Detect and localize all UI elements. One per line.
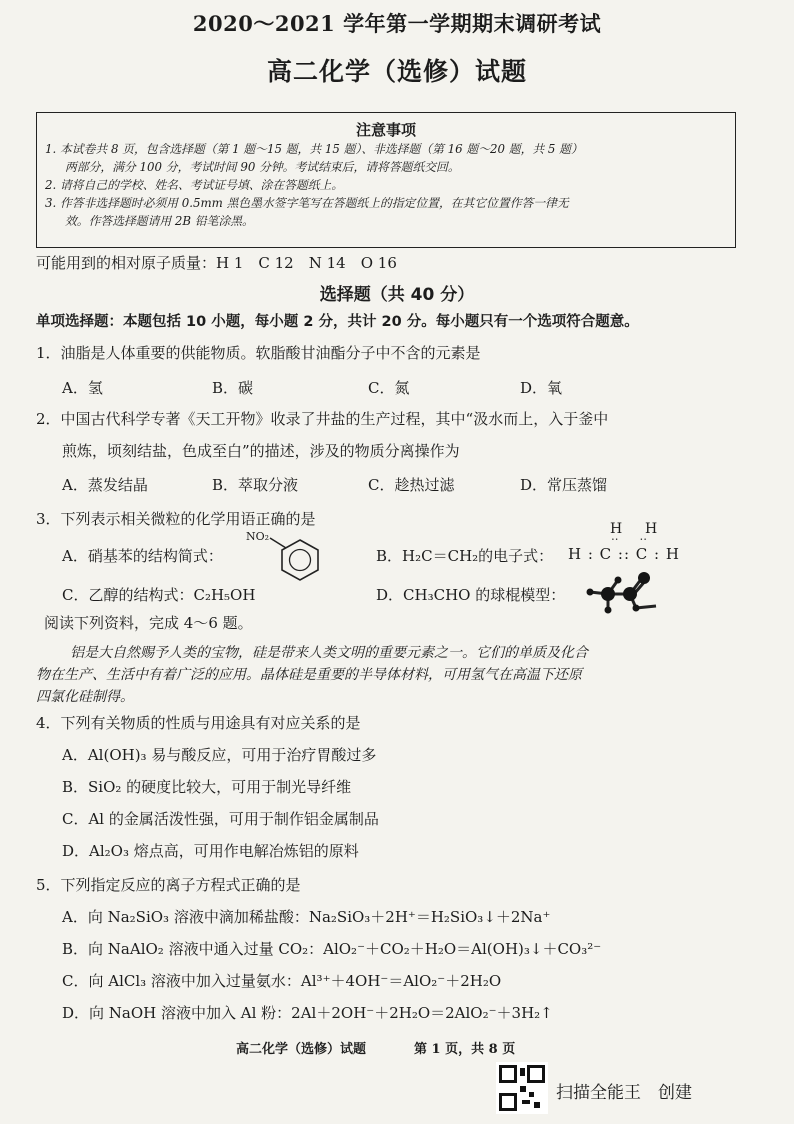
reading-passage-line3: 四氯化硅制得。 [36,689,134,705]
notice-item: 两部分，满分 100 分，考试时间 90 分钟。考试结束后，请将答题纸交回。 [65,160,460,174]
nitro-group-label: NO₂ [246,530,270,543]
q4-option-a: A．Al(OH)₃ 易与酸反应，可用于治疗胃酸过多 [62,746,377,764]
q3-stem: 3．下列表示相关微粒的化学用语正确的是 [36,510,316,528]
nitrobenzene-structure-icon [268,536,332,592]
footer-subject: 高二化学（选修）试题 [236,1042,367,1057]
q1-option-c: C．氮 [368,379,410,397]
q5-stem: 5．下列指定反应的离子方程式正确的是 [36,876,301,894]
q1-option-d: D．氧 [520,379,563,397]
electron-pair-dots: ⋅⋅ ⋅⋅ [611,533,648,546]
q2-option-c: C．趁热过滤 [368,476,455,494]
atomic-masses: 可能用到的相对原子质量：H 1 C 12 N 14 O 16 [36,254,397,272]
reading-passage-line2: 物在生产、生活中有着广泛的应用。晶体硅是重要的半导体材料，可用氢气在高温下还原 [36,667,582,683]
notice-item: 2. 请将自己的学校、姓名、考试证号填、涂在答题纸上。 [45,178,344,192]
q1-stem: 1．油脂是人体重要的供能物质。软脂酸甘油酯分子中不含的元素是 [36,344,481,362]
q4-option-d: D．Al₂O₃ 熔点高，可用作电解冶炼铝的原料 [62,842,359,860]
q1-option-a: A．氢 [62,379,103,397]
q5-option-c: C．向 AlCl₃ 溶液中加入过量氨水：Al³⁺＋4OH⁻＝AlO₂⁻＋2H₂O [62,972,502,990]
scanner-watermark-text: 扫描全能王 创建 [556,1083,692,1103]
q4-option-b: B．SiO₂ 的硬度比较大，可用于制光导纤维 [62,778,352,796]
ball-and-stick-model-icon [584,570,670,620]
q3-option-c: C．乙醇的结构式：C₂H₅OH [62,586,256,604]
notice-box [36,112,736,248]
reading-lead: 阅读下列资料，完成 4～6 题。 [44,614,253,632]
reading-passage-line1: 铝是大自然赐予人类的宝物，硅是带来人类文明的重要元素之一。它们的单质及化合 [70,645,588,661]
notice-title: 注意事项 [355,121,416,139]
q4-stem: 4．下列有关物质的性质与用途具有对应关系的是 [36,714,361,732]
notice-item: 1. 本试卷共 8 页，包含选择题（第 1 题～15 题，共 15 题）、非选择题（第 16 题～20 题，共 5 题） [45,142,583,156]
q2-stem-line2: 煎炼，顷刻结盐，色成至白”的描述，涉及的物质分离操作为 [62,442,460,460]
q4-option-c: C．Al 的金属活泼性强，可用于制作铝金属制品 [62,810,379,828]
section-title: 选择题（共 40 分） [319,285,475,305]
q5-option-a: A．向 Na₂SiO₃ 溶液中滴加稀盐酸：Na₂SiO₃＋2H⁺＝H₂SiO₃↓＋2Na⁺ [62,908,551,926]
q3-option-b: B．H₂C＝CH₂的电子式： [376,547,554,565]
q1-option-b: B．碳 [212,379,254,397]
exam-title: 2020～2021 学年第一学期期末调研考试 [192,11,602,36]
h-atom-top-right: H [645,521,658,537]
q5-option-b: B．向 NaAlO₂ 溶液中通入过量 CO₂：AlO₂⁻＋CO₂＋H₂O＝Al(OH)₃↓＋CO₃²⁻ [62,940,602,958]
subject-title: 高二化学（选修）试题 [266,57,527,86]
footer-page-number: 第 1 页，共 8 页 [414,1042,516,1057]
qr-code-icon [496,1062,548,1114]
h-atom-top-left: H [610,521,623,537]
q2-option-d: D．常压蒸馏 [520,476,608,494]
notice-item: 3. 作答非选择题时必须用 0.5mm 黑色墨水签字笔写在答题纸上的指定位置，在其它位置作答一律无 [45,196,569,210]
section-intro: 单项选择题：本题包括 10 小题，每小题 2 分，共计 20 分。每小题只有一个选项符合题意。 [36,314,639,330]
q2-option-b: B．萃取分液 [212,476,299,494]
q3-option-d: D．CH₃CHO 的球棍模型： [376,586,566,604]
q3-option-a: A．硝基苯的结构简式： [62,547,223,565]
q5-option-d: D．向 NaOH 溶液中加入 Al 粉：2Al＋2OH⁻＋2H₂O＝2AlO₂⁻＋3H₂↑ [62,1004,553,1022]
notice-item: 效。作答选择题请用 2B 铅笔涂黑。 [65,214,254,228]
q2-option-a: A．蒸发结晶 [62,476,148,494]
ethene-electron-formula: H : C :: C : H [568,545,680,563]
q2-stem-line1: 2．中国古代科学专著《天工开物》收录了井盐的生产过程，其中“汲水而上，入于釜中 [36,410,609,428]
